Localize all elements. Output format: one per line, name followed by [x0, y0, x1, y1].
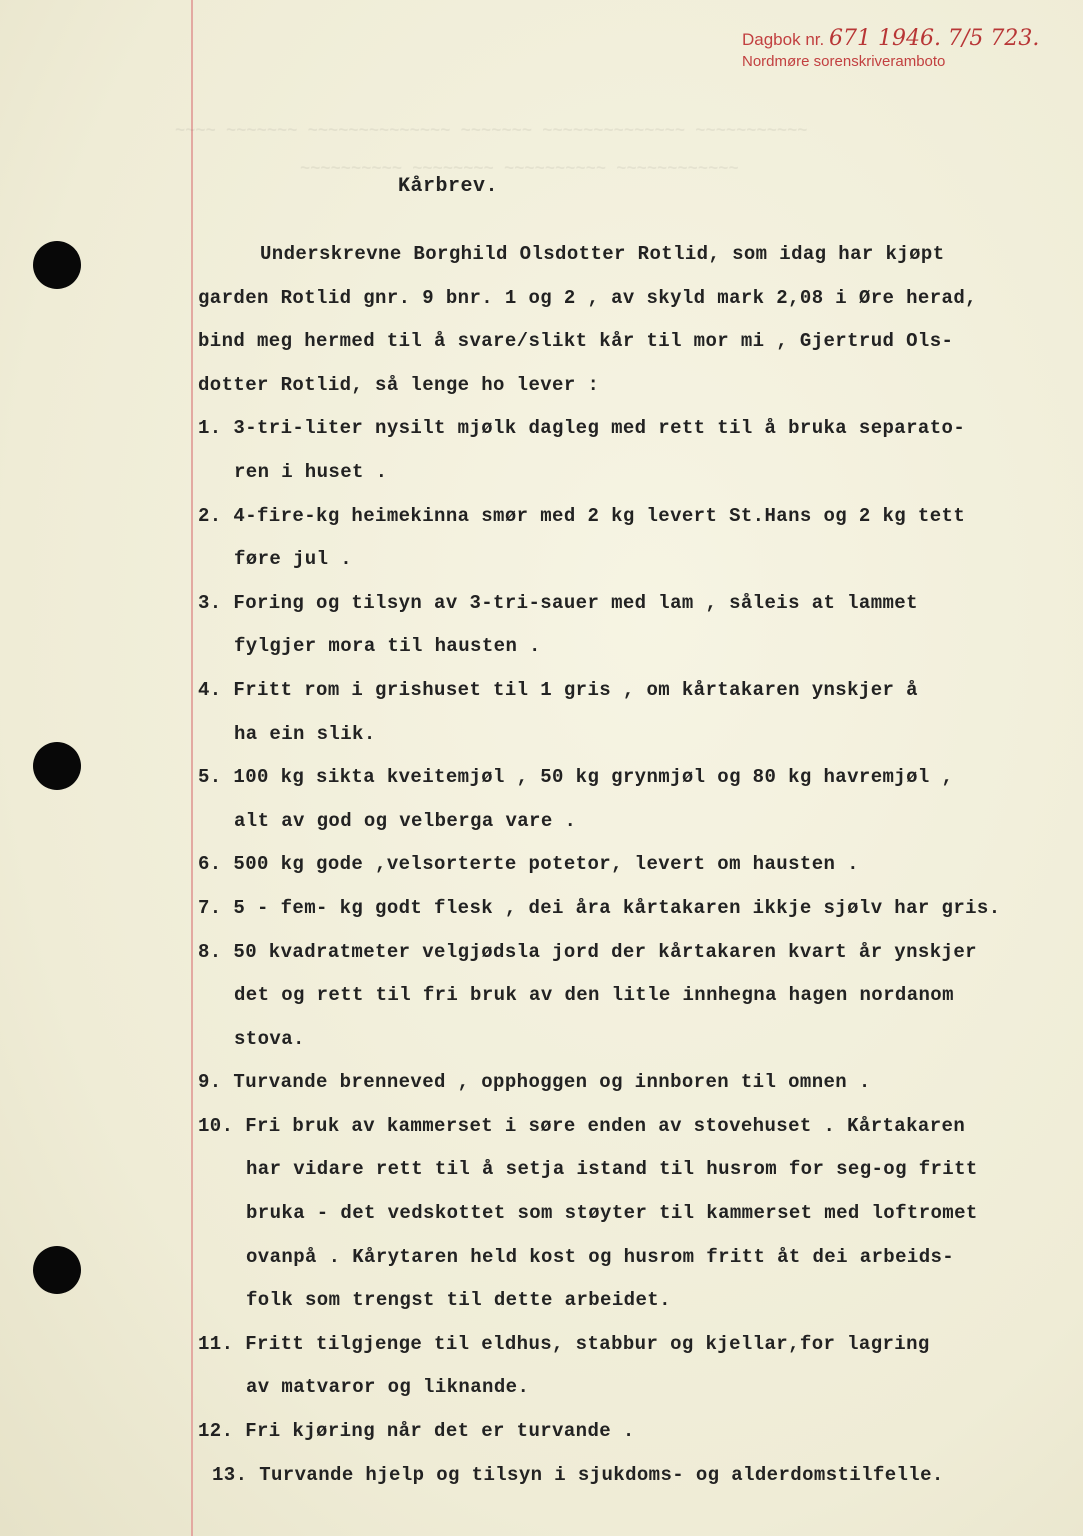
list-item-line: stova.: [234, 1027, 305, 1050]
intro-line: bind meg hermed til å svare/slikt kår til mor mi , Gjertrud Ols-: [198, 330, 954, 353]
intro-line: dotter Rotlid, så lenge ho lever :: [198, 373, 600, 396]
list-item-line: 11. Fritt tilgjenge til eldhus, stabbur og kjellar,for lagring: [198, 1332, 930, 1355]
list-item-line: 3. Foring og tilsyn av 3-tri-sauer med lam , såleis at lammet: [198, 591, 918, 614]
list-item-line: ovanpå . Kårytaren held kost og husrom fritt åt dei arbeids-: [246, 1245, 955, 1268]
list-item-line: føre jul .: [234, 548, 353, 571]
list-item-line: 6. 500 kg gode ,velsorterte potetor, levert om hausten .: [198, 853, 859, 876]
list-item-line: ha ein slik.: [234, 722, 376, 745]
intro-line: garden Rotlid gnr. 9 bnr. 1 og 2 , av skyld mark 2,08 i Øre herad,: [198, 286, 977, 309]
list-item-line: av matvaror og liknande.: [246, 1376, 530, 1399]
list-item-line: ren i huset .: [234, 460, 388, 483]
bleed-through-text: ~~~~ ~~~~~~~ ~~~~~~~~~~~~~~ ~~~~~~~ ~~~~~~~~~~~~~~ ~~~~~~~~~~~: [175, 122, 808, 141]
list-item-line: alt av god og velberga vare .: [234, 809, 577, 832]
margin-rule: [191, 0, 193, 1536]
list-item-line: 9. Turvande brenneved , opphoggen og innboren til omnen .: [198, 1071, 871, 1094]
bleed-through-text: ~~~~~~~~~~ ~~~~~~~~ ~~~~~~~~~~ ~~~~~~~~~~~~: [300, 160, 739, 179]
list-item-line: bruka - det vedskottet som støyter til kammerset med loftromet: [246, 1202, 978, 1225]
list-item-line: 5. 100 kg sikta kveitemjøl , 50 kg grynmjøl og 80 kg havremjøl ,: [198, 766, 954, 789]
list-item-line: 1. 3-tri-liter nysilt mjølk dagleg med rett til å bruka separato-: [198, 417, 966, 440]
document-body: [198, 236, 1063, 1500]
stamp-prefix: Dagbok nr.: [742, 30, 825, 49]
list-item-line: 13. Turvande hjelp og tilsyn i sjukdoms- og alderdomstilfelle.: [212, 1463, 944, 1486]
list-item-line: har vidare rett til å setja istand til husrom for seg-og fritt: [246, 1158, 978, 1181]
punch-hole-icon: [33, 1246, 81, 1294]
intro-line: Underskrevne Borghild Olsdotter Rotlid, som idag har kjøpt: [260, 243, 945, 265]
list-item-line: 4. Fritt rom i grishuset til 1 gris , om kårtakaren ynskjer å: [198, 678, 918, 701]
list-item-line: 12. Fri kjøring når det er turvande .: [198, 1420, 635, 1443]
punch-hole-icon: [33, 742, 81, 790]
stamp-office: Nordmøre sorenskriveramboto: [742, 53, 946, 70]
punch-hole-icon: [33, 241, 81, 289]
document-title: Kårbrev.: [398, 175, 499, 198]
list-item-line: det og rett til fri bruk av den litle innhegna hagen nordanom: [234, 984, 954, 1007]
registry-stamp: [742, 28, 1062, 71]
list-item-line: 7. 5 - fem- kg godt flesk , dei åra kårtakaren ikkje sjølv har gris.: [198, 896, 1001, 919]
list-item-line: 2. 4-fire-kg heimekinna smør med 2 kg levert St.Hans og 2 kg tett: [198, 504, 966, 527]
list-item-line: folk som trengst til dette arbeidet.: [246, 1289, 671, 1312]
stamp-handwritten-number: 671 1946. 7/5 723.: [828, 26, 1040, 51]
list-item-line: 8. 50 kvadratmeter velgjødsla jord der kårtakaren kvart år ynskjer: [198, 940, 977, 963]
list-item-line: fylgjer mora til hausten .: [234, 635, 541, 658]
list-item-line: 10. Fri bruk av kammerset i søre enden av stovehuset . Kårtakaren: [198, 1114, 966, 1137]
